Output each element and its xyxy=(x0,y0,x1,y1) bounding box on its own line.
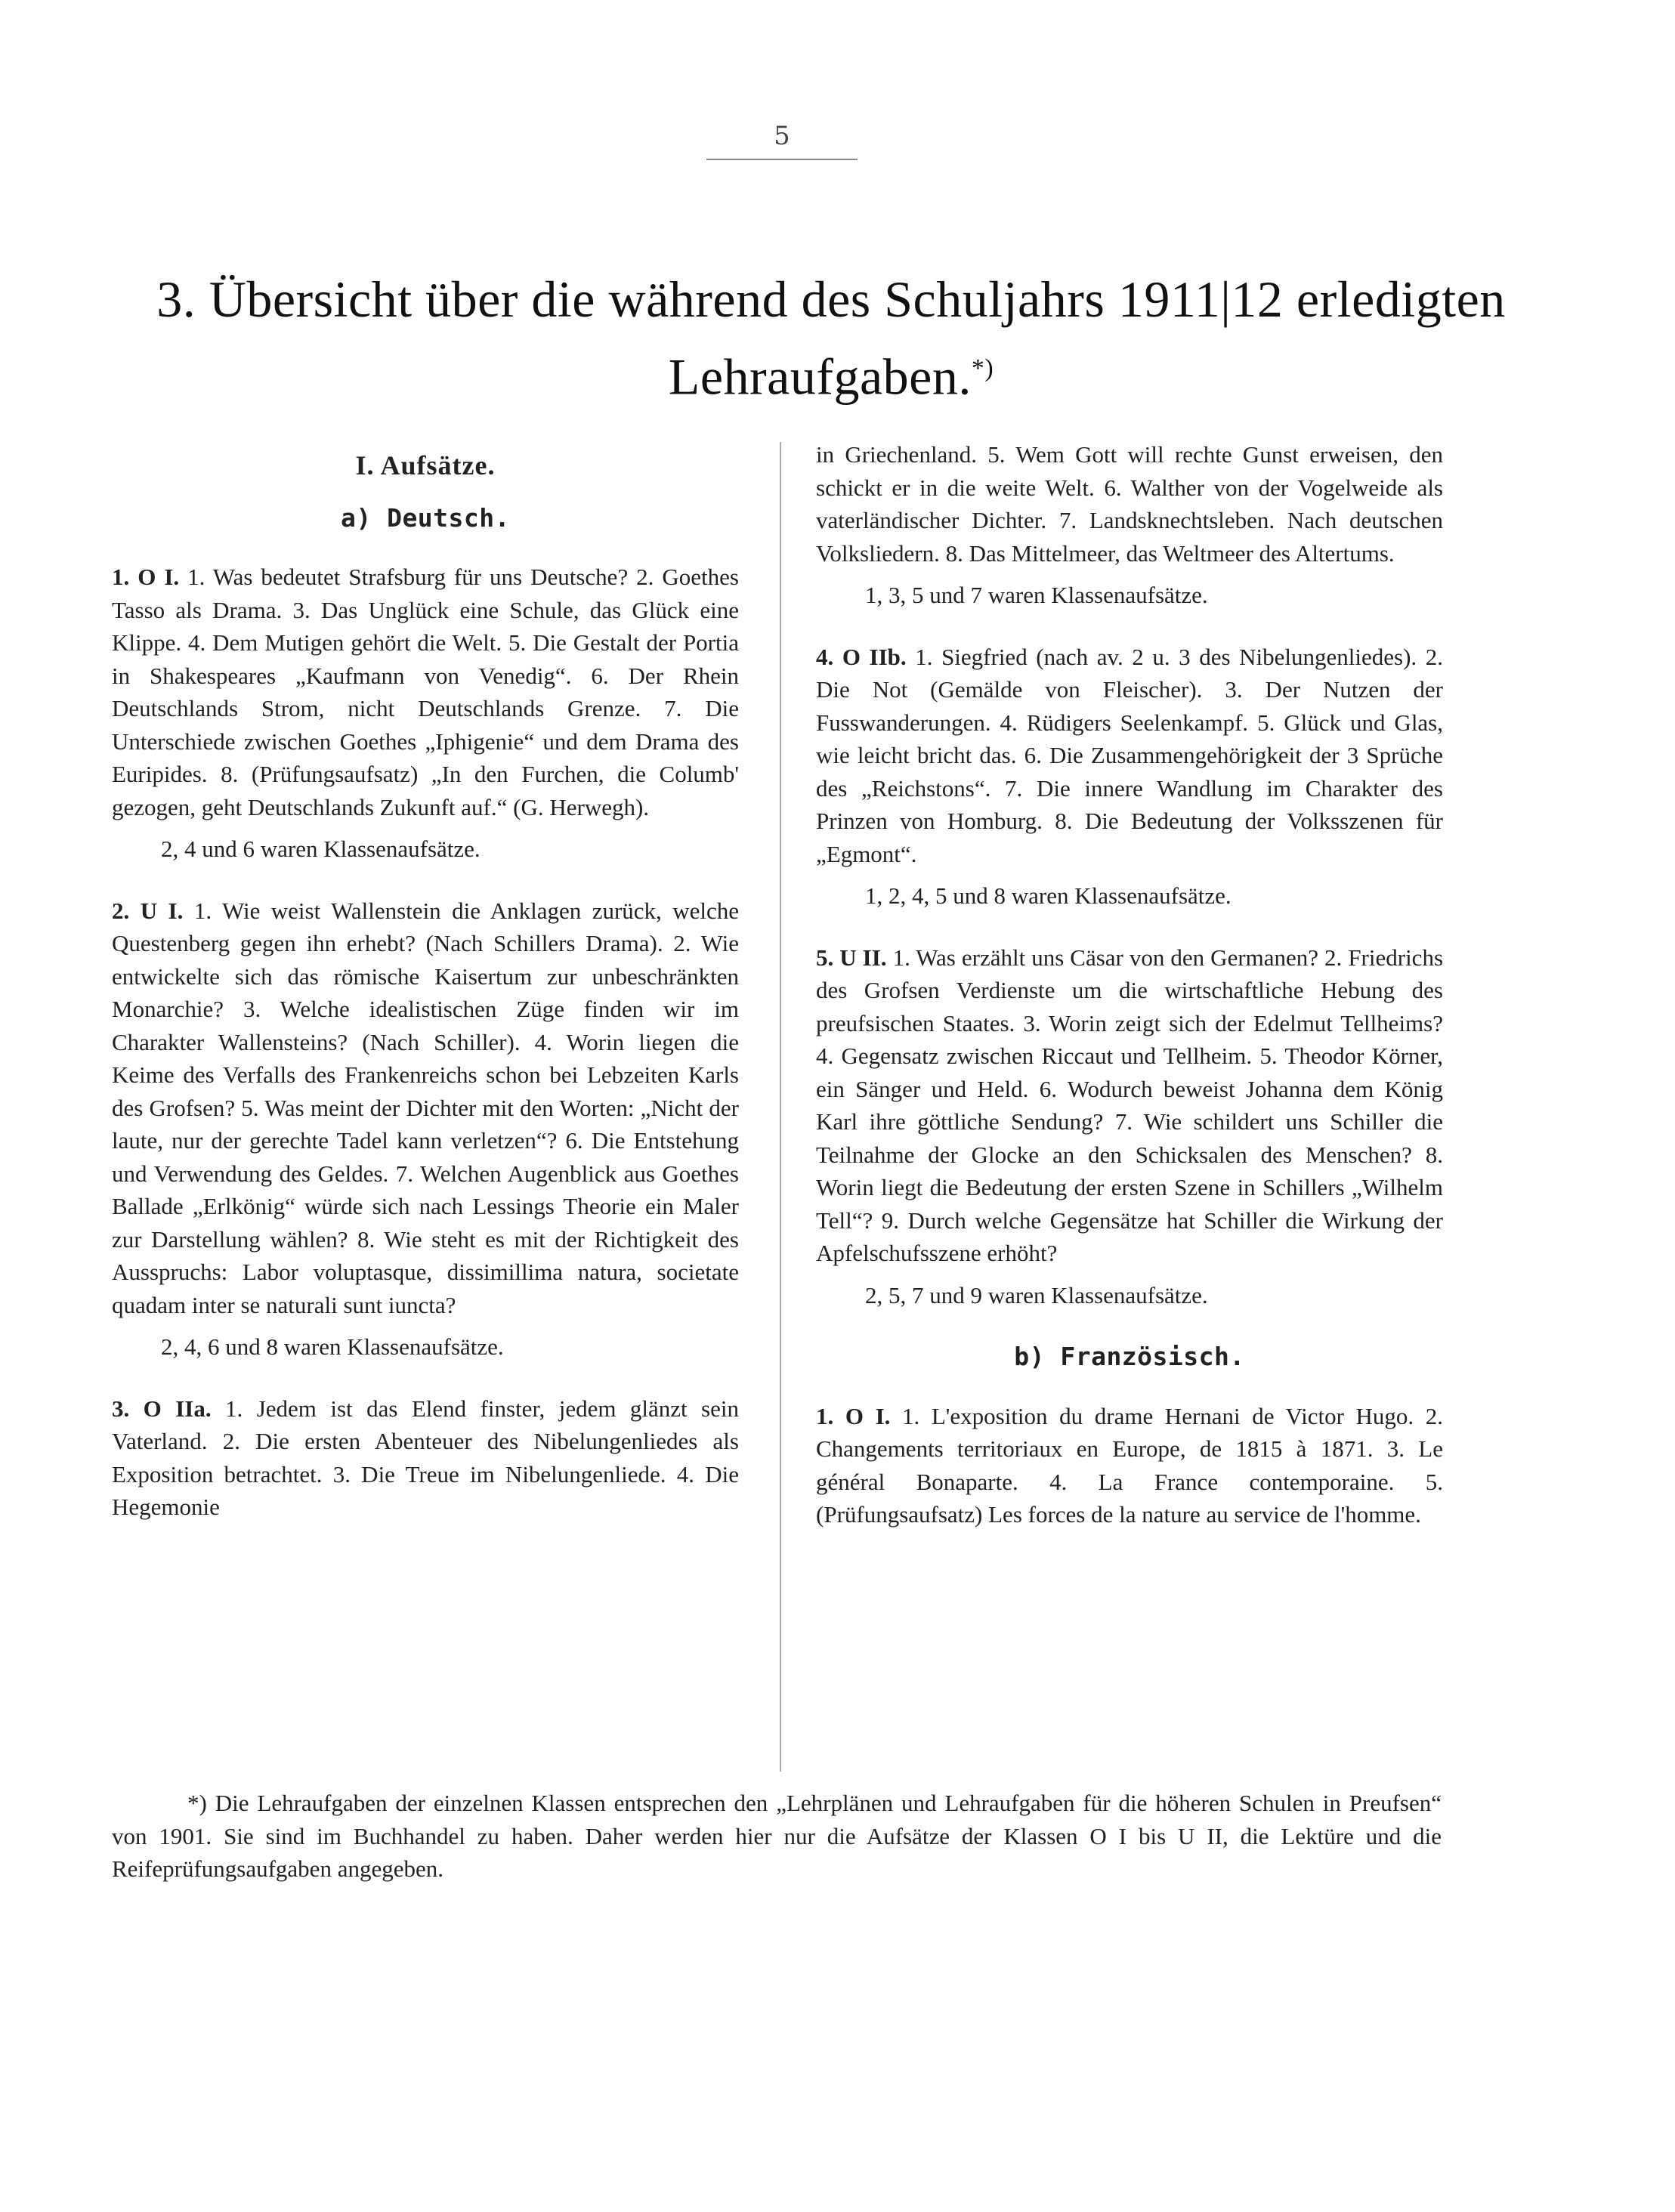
page-title-line-1: 3. Übersicht über die während des Schuljahrs 1911|12 erledigten xyxy=(156,270,1506,328)
page-number-rule xyxy=(706,159,858,160)
essay-topics-continuation: in Griechenland. 5. Wem Gott will rechte Gunst erweisen, den schickt er in die weite Welt. 6. Walther von der Vogelweide als vaterländischer Dichter. 7. Landsknechtsleben. Nach deutschen Volksliedern. 8. Das Mittelmeer, das Weltmeer des Altertums. xyxy=(816,441,1443,567)
class-label: 1. O I. xyxy=(112,564,180,590)
right-column xyxy=(816,438,1443,1531)
footnote: *) Die Lehraufgaben der einzelnen Klassen entsprechen den „Lehrplänen und Lehraufgaben für die höheren Schulen in Preufsen“ von 1901. Sie sind im Buchhandel zu haben. Daher werden hier nur die Aufsätze der Klassen O I bis U II, die Lektüre und die Reifeprüfungsaufgaben angegeben. xyxy=(112,1790,1442,1882)
essay-entry-text xyxy=(816,641,1443,871)
sub-heading-franzoesisch: b) Französisch. xyxy=(1014,1342,1245,1371)
essay-entry-text xyxy=(816,941,1443,1270)
essay-topics: 1. L'exposition du drame Hernani de Victor Hugo. 2. Changements territoriaux en Europe, de 1815 à 1871. 3. Le général Bonaparte. 4. La France contemporaine. 5. (Prüfungsaufsatz) Les forces de la nature au service de l'homme. xyxy=(816,1402,1443,1528)
essay-topics: 1. Jedem ist das Elend finster, jedem glänzt sein Vaterland. 2. Die ersten Abenteuer des Nibelungenliedes als Exposition betrachtet. 3. Die Treue im Nibelungenliede. 4. Die Hegemonie xyxy=(112,1395,739,1520)
page-title-line-2 xyxy=(83,334,1579,412)
class-label: 2. U I. xyxy=(112,897,184,924)
essay-topics: 1. Was bedeutet Strafsburg für uns Deutsche? 2. Goethes Tasso als Drama. 3. Das Unglück eine Schule, das Glück eine Klippe. 4. Dem Mutigen gehört die Welt. 5. Die Gestalt der Portia in Shakespeares „Kaufmann von Venedig“. 6. Der Rhein Deutschlands Strom, nicht Deutschlands Grenze. 7. Die Unterschiede zwischen Goethes „Iphigenie“ und dem Drama des Euripides. 8. (Prüfungsaufsatz) „In den Furchen, die Columb' gezogen, geht Deutschlands Zukunft auf.“ (G. Herwegh). xyxy=(112,564,739,820)
essay-entry-oiib xyxy=(816,641,1443,913)
class-essay-note: 1, 3, 5 und 7 waren Klassenaufsätze. xyxy=(865,582,1208,608)
essay-topics: 1. Wie weist Wallenstein die Anklagen zurück, welche Questenberg gegen ihn erhebt? (Nach Schillers Drama). 2. Wie entwickelte sich das römische Kaisertum zur unbeschränkten Monarchie? 3. Welche idealistischen Züge finden wir im Charakter Wallensteins? (Nach Schiller). 4. Worin liegen die Keime des Verfalls des Frankenreichs schon bei Lebzeiten Karls des Grofsen? 5. Was meint der Dichter mit den Worten: „Nicht der laute, nur der gerechte Tadel kann verletzen“? 6. Die Entstehung und Verwendung des Geldes. 7. Welchen Augenblick aus Goethes Ballade „Erlkönig“ würde sich nach Lessings Theorie ein Maler zur Darstellung wählen? 8. Wie steht es mit der Richtigkeit des Ausspruchs: Labor voluptasque, dissimillima natura, societate quadam inter se naturali sunt iuncta? xyxy=(112,897,740,1318)
essay-entry-oiia xyxy=(112,1392,739,1524)
page-title-line-2-text: Lehraufgaben. xyxy=(668,348,972,406)
essay-entry-text xyxy=(112,894,739,1322)
left-column xyxy=(112,438,739,1524)
column-divider xyxy=(780,442,781,1772)
page-title xyxy=(83,264,1579,412)
essay-entry-text xyxy=(112,1392,739,1524)
essay-entry-text xyxy=(112,561,739,823)
class-label: 1. O I. xyxy=(816,1402,891,1429)
sub-heading-deutsch: a) Deutsch. xyxy=(340,502,511,533)
class-label: 4. O IIb. xyxy=(816,643,907,670)
essay-entry-ui xyxy=(112,894,739,1364)
title-footnote-mark: *) xyxy=(971,354,994,382)
essay-entry-text xyxy=(816,1400,1443,1531)
essay-entry-oiia-continued xyxy=(816,438,1443,612)
class-essay-note: 1, 2, 4, 5 und 8 waren Klassenaufsätze. xyxy=(865,882,1232,909)
essay-entry-french-oi xyxy=(816,1400,1443,1531)
essay-topics: 1. Was erzählt uns Cäsar von den Germanen? 2. Friedrichs des Grofsen Verdienste um die wirtschaftliche Hebung des preufsischen Staates. 3. Worin zeigt sich der Edelmut Tellheims? 4. Gegensatz zwischen Riccaut und Tellheim. 5. Theodor Körner, ein Sänger und Held. 6. Wodurch beweist Johanna dem König Karl ihre göttliche Sendung? 7. Wie schildert uns Schiller die Teilnahme der Glocke an den Schicksalen des Menschen? 8. Worin liegt die Bedeutung der ersten Szene in Schillers „Wilhelm Tell“? 9. Durch welche Gegensätze hat Schiller die Wirkung der Apfelschufsszene erhöht? xyxy=(816,944,1444,1266)
class-essay-note: 2, 4, 6 und 8 waren Klassenaufsätze. xyxy=(161,1333,504,1360)
section-heading-aufsaetze: I. Aufsätze. xyxy=(355,450,496,480)
class-essay-note: 2, 5, 7 und 9 waren Klassenaufsätze. xyxy=(865,1281,1208,1308)
essay-entry-oi xyxy=(112,561,739,866)
class-essay-note: 2, 4 und 6 waren Klassenaufsätze. xyxy=(161,836,481,862)
class-label: 3. O IIa. xyxy=(112,1395,212,1422)
page-number: 5 xyxy=(774,121,790,151)
class-label: 5. U II. xyxy=(816,944,887,971)
essay-topics: 1. Siegfried (nach av. 2 u. 3 des Nibelungenliedes). 2. Die Not (Gemälde von Fleischer). 3. Der Nutzen der Fusswanderungen. 4. Rüdigers Seelenkampf. 5. Glück und Glas, wie leicht bricht das. 6. Die Zusammengehörigkeit der 3 Sprüche des „Reichstons“. 7. Die innere Wandlung im Charakter des Prinzen von Homburg. 8. Die Bedeutung der Volksszenen für „Egmont“. xyxy=(816,643,1444,867)
essay-entry-uii xyxy=(816,941,1443,1312)
